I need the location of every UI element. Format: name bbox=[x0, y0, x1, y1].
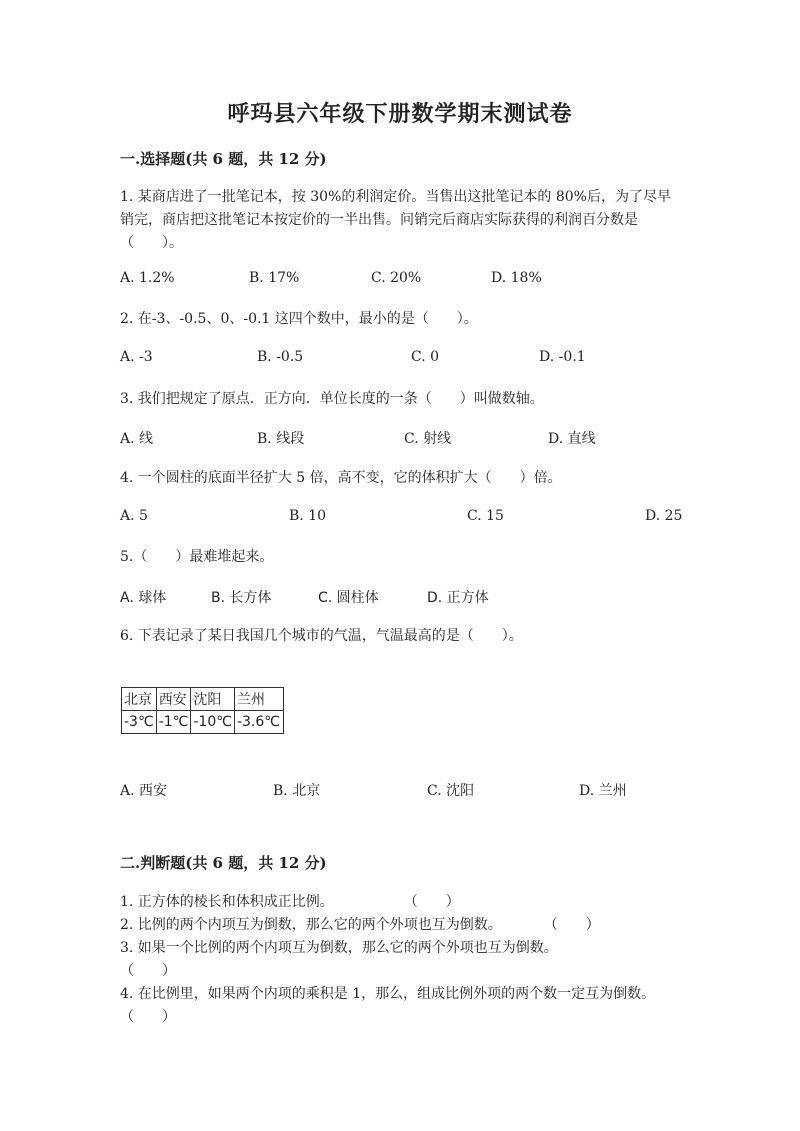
question-1-stem: 1. 某商店进了一批笔记本，按 30%的利润定价。当售出这批笔记本的 80%后，为了尽早销完，商店把这批笔记本按定价的一半出售。问销完后商店实际获得的利润百分数是（ ）。 bbox=[120, 189, 671, 251]
q6-option-d: D. 兰州 bbox=[579, 783, 627, 799]
table-cell-city: 兰州 bbox=[234, 688, 283, 711]
question-2-stem: 2. 在-3、-0.5、0、-0.1 这四个数中，最小的是（ ）。 bbox=[120, 311, 478, 327]
q3-option-c: C. 射线 bbox=[404, 431, 452, 447]
judge-question-3-blank: （ ） bbox=[120, 963, 176, 979]
q4-option-d: D. 25 bbox=[645, 508, 683, 524]
q4-option-b: B. 10 bbox=[289, 508, 327, 524]
q1-option-b: B. 17% bbox=[249, 270, 300, 286]
question-5-stem: 5.（ ）最难堆起来。 bbox=[120, 549, 274, 565]
table-cell-temp: -3℃ bbox=[122, 711, 157, 734]
table-cell-city: 西安 bbox=[156, 688, 191, 711]
question-4-stem: 4. 一个圆柱的底面半径扩大 5 倍，高不变，它的体积扩大（ ）倍。 bbox=[120, 470, 562, 486]
section-heading-choice: 一.选择题(共 6 题，共 12 分) bbox=[120, 150, 327, 168]
question-6-stem: 6. 下表记录了某日我国几个城市的气温，气温最高的是（ ）。 bbox=[120, 628, 523, 644]
q3-option-a: A. 线 bbox=[120, 431, 154, 447]
q2-option-d: D. -0.1 bbox=[539, 349, 586, 365]
q1-option-d: D. 18% bbox=[491, 270, 542, 286]
judge-question-2: 2. 比例的两个内项互为倒数，那么它的两个外项也互为倒数。 （ ） bbox=[120, 917, 600, 933]
section-heading-judge: 二.判断题(共 6 题，共 12 分) bbox=[120, 854, 327, 872]
q3-option-b: B. 线段 bbox=[257, 431, 305, 447]
judge-question-4: 4. 在比例里，如果两个内项的乘积是 1，那么，组成比例外项的两个数一定互为倒数。 （ ） bbox=[120, 986, 677, 1025]
q4-option-c: C. 15 bbox=[467, 508, 504, 524]
q5-option-b: B. 长方体 bbox=[211, 590, 272, 606]
table-cell-city: 沈阳 bbox=[191, 688, 235, 711]
table-cell-temp: -10℃ bbox=[191, 711, 235, 734]
page-title: 呼玛县六年级下册数学期末测试卷 bbox=[227, 101, 573, 127]
q1-option-a: A. 1.2% bbox=[120, 270, 175, 286]
table-row-cities bbox=[122, 688, 284, 711]
q4-option-a: A. 5 bbox=[120, 508, 148, 524]
q5-option-d: D. 正方体 bbox=[427, 590, 489, 606]
table-cell-city: 北京 bbox=[122, 688, 157, 711]
q6-option-c: C. 沈阳 bbox=[427, 783, 475, 799]
q2-option-c: C. 0 bbox=[411, 349, 440, 365]
q1-option-c: C. 20% bbox=[371, 270, 422, 286]
q6-option-a: A. 西安 bbox=[120, 783, 168, 799]
q5-option-a: A. 球体 bbox=[120, 590, 167, 606]
q5-option-c: C. 圆柱体 bbox=[318, 590, 379, 606]
q2-option-b: B. -0.5 bbox=[257, 349, 304, 365]
judge-question-1: 1. 正方体的棱长和体积成正比例。 （ ） bbox=[120, 894, 460, 910]
q3-option-d: D. 直线 bbox=[548, 431, 596, 447]
judge-question-3: 3. 如果一个比例的两个内项互为倒数，那么它的两个外项也互为倒数。 bbox=[120, 940, 558, 956]
q6-option-b: B. 北京 bbox=[273, 783, 321, 799]
table-cell-temp: -1℃ bbox=[156, 711, 191, 734]
temperature-table bbox=[121, 687, 284, 734]
table-row-temps bbox=[122, 711, 284, 734]
question-3-stem: 3. 我们把规定了原点．正方向．单位长度的一条（ ）叫做数轴。 bbox=[120, 391, 544, 407]
table-cell-temp: -3.6℃ bbox=[234, 711, 283, 734]
q2-option-a: A. -3 bbox=[120, 349, 153, 365]
